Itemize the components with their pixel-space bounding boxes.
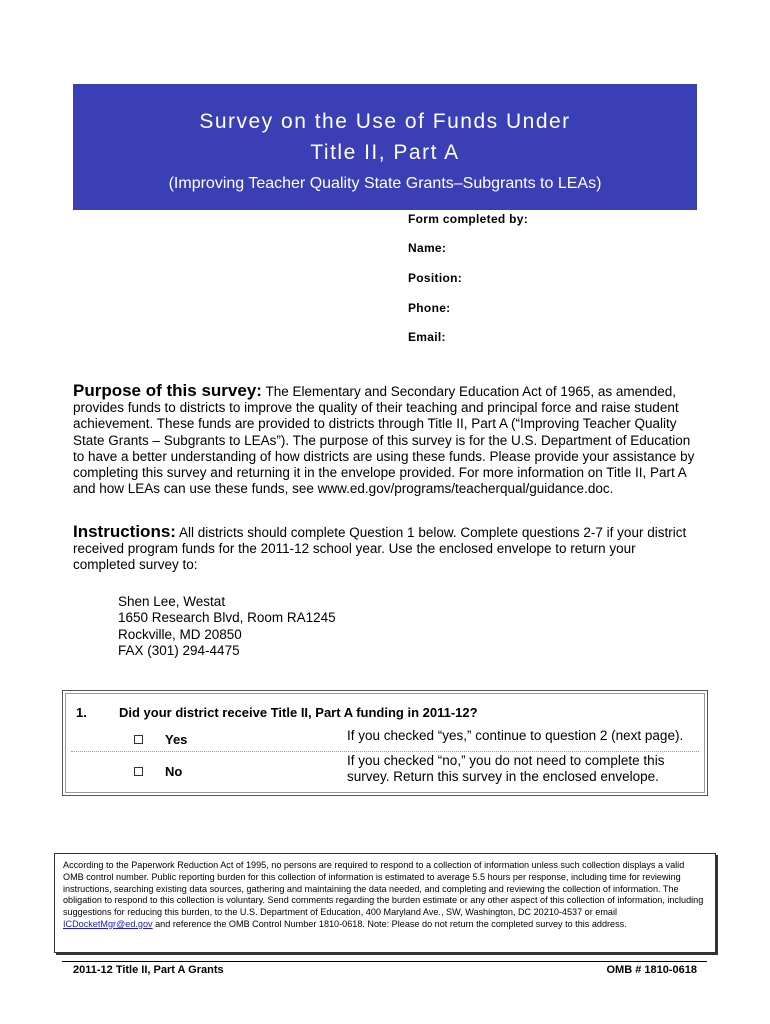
form-completed-by-label: Form completed by: bbox=[408, 212, 529, 226]
notice-text-before: According to the Paperwork Reduction Act of 1995, no persons are required to respond to a collection of information unless such collection displays a valid OMB control number. Public reporting burden for this collection of information is estimated to average 5.5 hours per response, including time for reviewing instructions, searching existing data sources, gathering and maintaining the data needed, and completing and reviewing the collection of information. The obligation to respond to this collection is voluntary. Send comments regarding the burden estimate or any other aspect of this collection of information, including suggestions for reducing this burden, to the U.S. Department of Education, 400 Maryland Ave., SW, Washington, DC 20210-4537 or email bbox=[63, 860, 704, 918]
no-checkbox[interactable] bbox=[134, 767, 143, 776]
footer-rule bbox=[62, 961, 707, 962]
phone-field-label: Phone: bbox=[408, 301, 451, 315]
instructions-text: All districts should complete Question 1 below. Complete questions 2-7 if your district received program funds for the 2011-12 school year. Use the enclosed envelope to return your completed survey to: bbox=[73, 525, 687, 573]
question-number: 1. bbox=[76, 705, 87, 720]
paperwork-reduction-notice bbox=[54, 853, 716, 953]
no-option-note: If you checked “no,” you do not need to complete this survey. Return this survey in the enclosed envelope. bbox=[347, 753, 665, 784]
question-text: Did your district receive Title II, Part A funding in 2011-12? bbox=[119, 705, 478, 720]
purpose-text: The Elementary and Secondary Education Act of 1965, as amended, provides funds to districts to improve the quality of their teaching and principal force and raise student achievement. These funds are provided to districts through Title II, Part A (“Improving Teacher Quality State Grants – Subgrants to LEAs”). The purpose of this survey is for the U.S. Department of Education to have a better understanding of how districts are using these funds. Please provide your assistance by completing this survey and returning it in the envelope provided. For more information on Title II, Part A and how LEAs can use these funds, see www.ed.gov/programs/teacherqual/guidance.doc. bbox=[73, 384, 695, 497]
option-divider bbox=[71, 751, 699, 752]
instructions-section bbox=[73, 524, 701, 574]
address-line-2: 1650 Research Blvd, Room RA1245 bbox=[118, 610, 336, 626]
footer-grant-title: 2011-12 Title II, Part A Grants bbox=[73, 964, 224, 976]
name-field-label: Name: bbox=[408, 241, 447, 255]
footer-omb-number: OMB # 1810-0618 bbox=[606, 964, 697, 976]
question-1-box bbox=[62, 690, 708, 796]
yes-checkbox[interactable] bbox=[134, 735, 143, 744]
survey-subtitle: (Improving Teacher Quality State Grants–Subgrants to LEAs) bbox=[168, 175, 602, 192]
no-option-label: No bbox=[165, 764, 183, 779]
purpose-heading: Purpose of this survey: bbox=[73, 381, 262, 400]
yes-option-note: If you checked “yes,” continue to question 2 (next page). bbox=[347, 728, 684, 743]
return-address bbox=[118, 594, 336, 660]
survey-title-line2: Title II, Part A bbox=[310, 141, 460, 164]
address-line-1: Shen Lee, Westat bbox=[118, 594, 226, 609]
notice-text-after: and reference the OMB Control Number 1810-0618. Note: Please do not return the completed survey to this address. bbox=[152, 918, 627, 929]
yes-option-label: Yes bbox=[165, 732, 188, 747]
instructions-heading: Instructions: bbox=[73, 522, 176, 541]
email-field-label: Email: bbox=[408, 330, 446, 344]
survey-title-line1: Survey on the Use of Funds Under bbox=[199, 110, 571, 133]
address-line-3: Rockville, MD 20850 bbox=[118, 626, 242, 642]
position-field-label: Position: bbox=[408, 271, 463, 285]
address-line-4: FAX (301) 294-4475 bbox=[118, 643, 240, 659]
purpose-section bbox=[73, 383, 701, 497]
title-banner bbox=[73, 84, 697, 210]
docket-email-link[interactable]: ICDocketMgr@ed.gov bbox=[63, 918, 153, 929]
